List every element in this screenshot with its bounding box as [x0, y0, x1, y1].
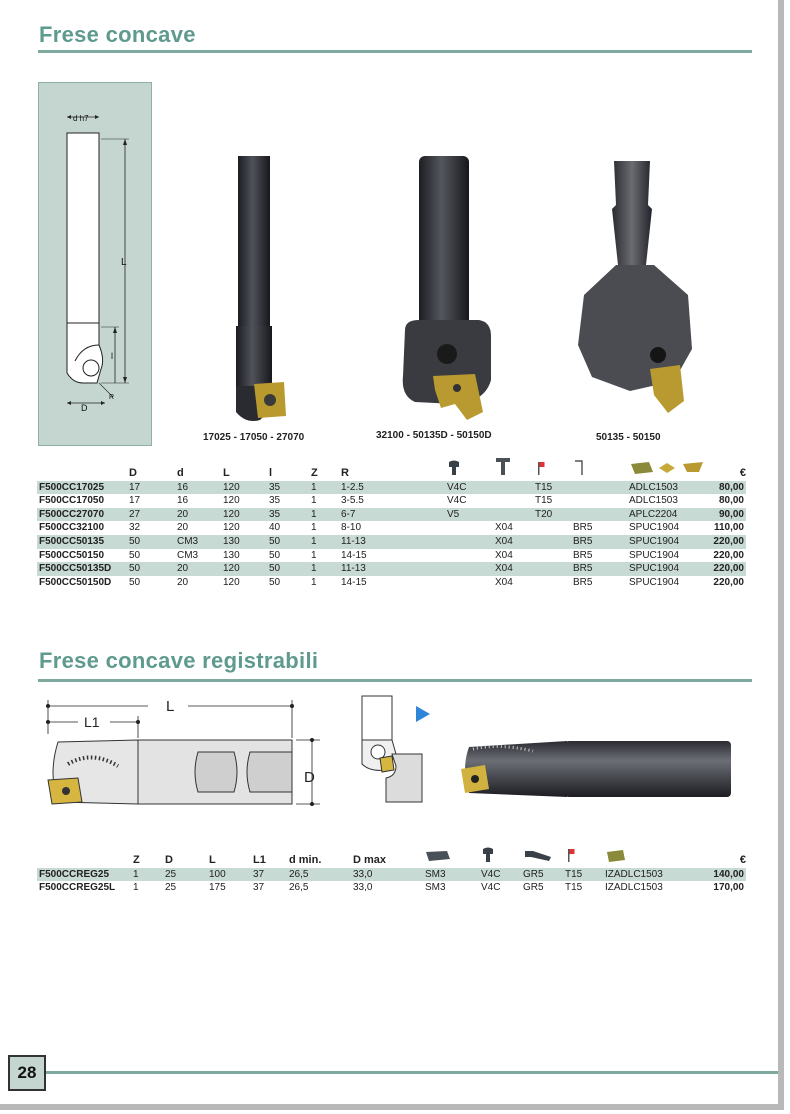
cell-l: 35: [269, 508, 311, 522]
cell-D: 32: [129, 522, 141, 534]
caption-large-tools: 50135 - 50150: [596, 432, 661, 443]
cell-Z: 1: [311, 522, 317, 534]
table-row: [37, 562, 746, 576]
arrow-right-icon: [412, 703, 434, 725]
cell-R: 6-7: [341, 508, 447, 522]
cell-screw: [447, 535, 495, 549]
technical-drawing-panel: [38, 82, 152, 446]
cell-Z: 1: [311, 535, 341, 549]
cell-l: 50: [269, 562, 311, 576]
cell-insert: IZADLC1503: [605, 868, 693, 882]
label-L: L: [121, 257, 127, 268]
cell-Dmax: 33,0: [353, 868, 425, 882]
cartridge-icon: [425, 847, 481, 868]
cell-l: 50: [269, 549, 281, 561]
label-l: l: [111, 351, 113, 361]
tool-drawing: [39, 83, 151, 445]
header-price: €: [739, 854, 746, 866]
cell-dmin: 26,5: [289, 882, 309, 894]
tool-photo-medium: [395, 150, 505, 430]
cell-key: T15: [535, 495, 553, 507]
key-icon: [565, 847, 605, 868]
wrench-icon: [573, 456, 629, 481]
cell-R: 11-13: [341, 535, 447, 549]
table-row: [37, 868, 746, 882]
cell-key: [535, 549, 573, 563]
cell-screw: V4C: [447, 481, 495, 495]
cell-d: 16: [177, 481, 223, 495]
cell-D: 50: [129, 549, 141, 561]
cell-L: 120: [223, 481, 269, 495]
cell-insert: IZADLC1503: [605, 882, 663, 894]
table-row: [37, 508, 746, 522]
cell-insert: SPUC1904: [629, 535, 711, 549]
screw-icon: [481, 847, 523, 868]
cell-D: 17: [129, 481, 177, 495]
cell-screw: [447, 576, 495, 590]
cell-l: 40: [269, 522, 281, 534]
cell-code: F500CC27070: [37, 508, 129, 522]
header-l: l: [269, 467, 273, 479]
cell-key: [535, 535, 573, 549]
cell-d: CM3: [177, 535, 223, 549]
label-D2: D: [304, 769, 315, 786]
cell-code: F500CC50150: [39, 549, 105, 561]
header-D: D: [129, 467, 137, 479]
cell-d: 20: [177, 562, 223, 576]
page-number: 28: [8, 1055, 46, 1091]
cell-d: 20: [177, 508, 223, 522]
table-row: [37, 521, 746, 535]
cell-price: 220,00: [711, 562, 746, 576]
table-row: [37, 881, 746, 895]
cell-code: F500CCREG25: [37, 868, 133, 882]
cell-screw: [447, 562, 495, 576]
header-Dmax: D max: [353, 854, 387, 866]
title-rule: [38, 50, 752, 53]
cell-R: 14-15: [341, 549, 367, 561]
cell-key: [535, 576, 573, 590]
header-price: €: [739, 467, 746, 479]
table-row: [37, 481, 746, 495]
cell-Z: 1: [311, 508, 341, 522]
section-title-frese-concave: Frese concave: [39, 22, 196, 47]
cell-D: 25: [165, 882, 177, 894]
header-L: L: [209, 854, 216, 866]
cell-code: F500CC50135: [37, 535, 129, 549]
cell-price: 220,00: [713, 549, 744, 561]
cell-L: 130: [223, 535, 269, 549]
adjust-screw-icon: [523, 847, 565, 868]
cell-Z: 1: [133, 868, 165, 882]
cell-Z: 1: [311, 481, 341, 495]
cell-L: 100: [209, 868, 253, 882]
screw-icon: [447, 456, 495, 481]
cell-L: 120: [223, 522, 240, 534]
insert-icon: [629, 456, 711, 481]
header-Z: Z: [311, 467, 318, 479]
label-L2: L: [166, 698, 175, 715]
cell-key: T15: [565, 868, 605, 882]
cell-screw: V4C: [481, 868, 523, 882]
cell-price: 80,00: [711, 481, 746, 495]
cell-R: 14-15: [341, 576, 367, 588]
header-R: R: [341, 467, 349, 479]
cell-D: 17: [129, 495, 141, 507]
cell-torx: [495, 508, 535, 522]
header-L: L: [223, 467, 230, 479]
caption-medium-tools: 32100 - 50135D - 50150D: [376, 430, 492, 441]
table-row: [37, 535, 746, 549]
cell-torx: [495, 494, 535, 508]
cell-cartridge: SM3: [425, 882, 446, 894]
cell-D: 50: [129, 535, 177, 549]
cell-key: T15: [565, 882, 583, 894]
cell-R: 3-5.5: [341, 495, 364, 507]
cell-price: 220,00: [711, 535, 746, 549]
key-icon: [535, 456, 573, 481]
section-title-frese-registrabili: Frese concave registrabili: [39, 648, 319, 673]
cell-key: T20: [535, 508, 573, 522]
insert-icon: [605, 847, 693, 868]
cell-torx: X04: [495, 549, 513, 561]
cell-key: [535, 521, 573, 535]
cell-d: 20: [177, 576, 189, 588]
cell-insert: ADLC1503: [629, 481, 711, 495]
cell-torx: [495, 481, 535, 495]
cell-insert: ADLC1503: [629, 495, 678, 507]
cell-torx: X04: [495, 562, 535, 576]
label-L1: L1: [84, 714, 100, 730]
table-header-row: [37, 456, 746, 481]
adjustable-tool-photo: [455, 735, 735, 803]
cell-wrench: [573, 508, 629, 522]
cell-torx: X04: [495, 576, 513, 588]
cell-adjust-screw: GR5: [523, 868, 565, 882]
tool-photo-large: [570, 155, 700, 430]
cell-d: CM3: [177, 549, 199, 561]
cell-Z: 1: [311, 495, 317, 507]
cell-cartridge: SM3: [425, 868, 481, 882]
label-D: D: [81, 403, 88, 413]
cell-D: 27: [129, 508, 177, 522]
cell-screw: [447, 549, 495, 563]
cell-code: F500CC50150D: [39, 576, 112, 588]
cell-R: 8-10: [341, 522, 362, 534]
cell-key: T15: [535, 481, 573, 495]
cell-Z: 1: [311, 549, 317, 561]
cell-code: F500CCREG25L: [39, 882, 116, 894]
cell-L1: 37: [253, 882, 265, 894]
cell-L1: 37: [253, 868, 289, 882]
cell-Z: 1: [133, 882, 139, 894]
tool-photo-small: [220, 150, 310, 430]
cell-Dmax: 33,0: [353, 882, 373, 894]
label-R: R: [109, 394, 115, 401]
cell-price: 90,00: [711, 508, 746, 522]
cell-wrench: BR5: [573, 576, 593, 588]
cell-l: 50: [269, 535, 311, 549]
cell-price: 80,00: [718, 495, 744, 507]
spec-table-frese-concave: [37, 456, 746, 589]
cell-screw: V4C: [481, 882, 501, 894]
title-rule-2: [38, 679, 752, 682]
cell-d: 20: [177, 522, 189, 534]
cell-price: 140,00: [693, 868, 746, 882]
table-row: [37, 549, 746, 563]
header-Z: Z: [133, 854, 140, 866]
cell-D: 50: [129, 562, 177, 576]
cell-screw: [447, 521, 495, 535]
cell-L: 130: [223, 549, 240, 561]
label-dh7: d h7: [73, 114, 89, 123]
cell-wrench: BR5: [573, 562, 629, 576]
cell-L: 120: [223, 495, 240, 507]
cell-screw: V4C: [447, 495, 467, 507]
adjustable-tool-drawing: [38, 694, 328, 814]
table-row: [37, 576, 746, 590]
footer-rule: [46, 1071, 778, 1074]
spec-table-frese-registrabili: [37, 847, 746, 895]
header-D: D: [165, 854, 173, 866]
cell-L: 175: [209, 882, 226, 894]
cell-torx: X04: [495, 522, 513, 534]
cell-d: 16: [177, 495, 189, 507]
cell-price: 110,00: [713, 522, 744, 534]
cell-l: 35: [269, 481, 311, 495]
table-row: [37, 494, 746, 508]
cell-insert: SPUC1904: [629, 522, 680, 534]
header-d: d: [177, 467, 184, 479]
cell-wrench: BR5: [573, 535, 629, 549]
cell-key: [535, 562, 573, 576]
cell-screw: V5: [447, 508, 495, 522]
cell-L: 120: [223, 508, 269, 522]
cell-torx: X04: [495, 535, 535, 549]
cell-price: 170,00: [713, 882, 744, 894]
cell-D: 25: [165, 868, 209, 882]
cell-l: 35: [269, 495, 281, 507]
cell-code: F500CC17050: [39, 495, 105, 507]
cell-wrench: [573, 481, 629, 495]
cell-price: 220,00: [713, 576, 744, 588]
cell-L: 120: [223, 576, 240, 588]
cell-wrench: BR5: [573, 549, 593, 561]
cell-l: 50: [269, 576, 281, 588]
cell-code: F500CC17025: [37, 481, 129, 495]
cell-insert: SPUC1904: [629, 562, 711, 576]
cell-L: 120: [223, 562, 269, 576]
header-dmin: d min.: [289, 854, 322, 866]
cell-R: 1-2.5: [341, 481, 447, 495]
cell-code: F500CC50135D: [37, 562, 129, 576]
cell-D: 50: [129, 576, 141, 588]
cell-R: 11-13: [341, 562, 447, 576]
cell-insert: SPUC1904: [629, 576, 680, 588]
torx-screw-icon: [495, 456, 535, 481]
caption-small-tools: 17025 - 17050 - 27070: [203, 432, 305, 443]
cell-wrench: BR5: [573, 522, 593, 534]
table-header-row: [37, 847, 746, 868]
cell-insert: SPUC1904: [629, 549, 680, 561]
cell-adjust-screw: GR5: [523, 882, 544, 894]
cell-insert: APLC2204: [629, 508, 711, 522]
cell-Z: 1: [311, 576, 317, 588]
cell-Z: 1: [311, 562, 341, 576]
cell-dmin: 26,5: [289, 868, 353, 882]
cell-wrench: [573, 494, 629, 508]
header-L1: L1: [253, 854, 266, 866]
cell-code: F500CC32100: [39, 522, 105, 534]
